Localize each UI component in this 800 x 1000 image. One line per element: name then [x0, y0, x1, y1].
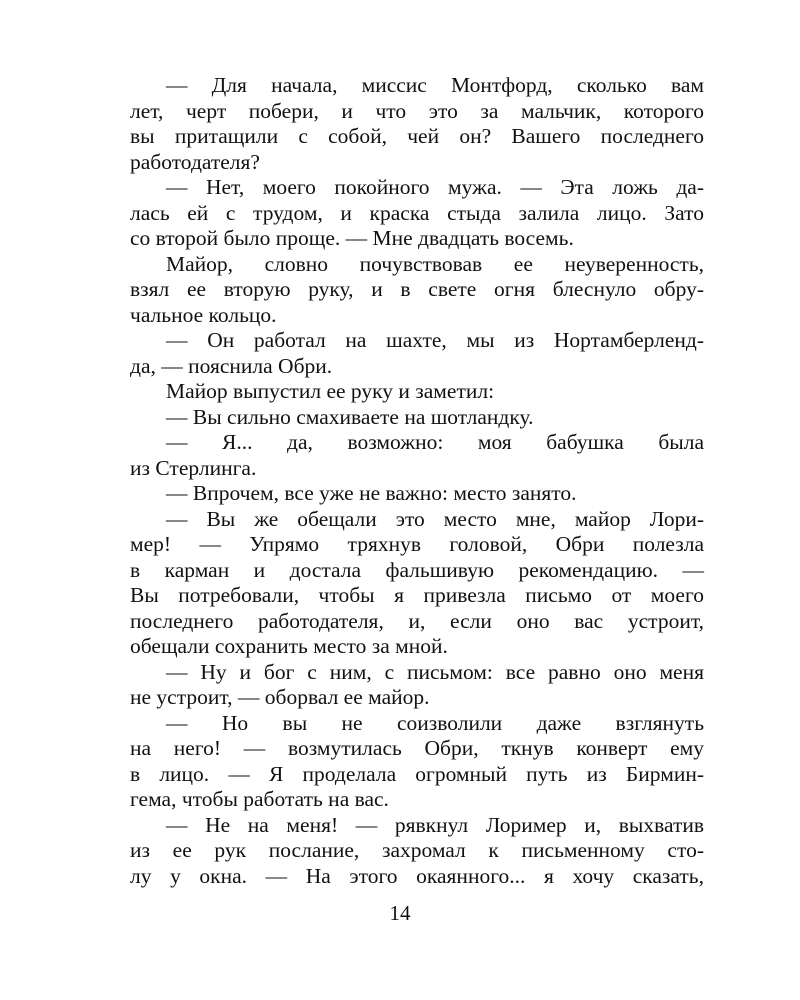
text-line: последнего работодателя, и, если оно вас устроит, — [130, 608, 704, 633]
text-line: обещали сохранить место за мной. — [130, 634, 448, 658]
text-line: — Впрочем, все уже не важно: место занято. — [166, 481, 577, 505]
text-line: из Стерлинга. — [130, 455, 257, 480]
text-line: работодателя? — [130, 149, 260, 174]
text-line: Вы потребовали, чтобы я привезла письмо от моего — [130, 583, 704, 607]
text-line: — Нет, моего покойного мужа. — Эта ложь да- — [166, 175, 704, 199]
text-line: лет, черт побери, и что это за мальчик, которого — [130, 98, 704, 123]
text-line: — Он работал на шахте, мы из Нортамберленд- — [166, 328, 704, 352]
text-line: Майор, словно почувствовав ее неуверенность, — [166, 251, 704, 276]
text-line: Майор выпустил ее руку и заметил: — [166, 379, 495, 403]
text-line: чальное кольцо. — [130, 302, 277, 327]
text-line: — Ну и бог с ним, с письмом: все равно оно меня — [166, 659, 704, 684]
body-text — [130, 73, 704, 889]
text-line: не устроит, — оборвал ее майор. — [130, 685, 430, 709]
text-line: лась ей с трудом, и краска стыда залила лицо. Зато — [130, 200, 704, 225]
text-line: вы притащили с собой, чей он? Вашего последнего — [130, 124, 704, 148]
text-line: на него! — возмутилась Обри, ткнув конверт ему — [130, 736, 704, 760]
page-number: 14 — [389, 901, 411, 925]
text-line: в лицо. — Я проделала огромный путь из Бирмин- — [130, 761, 704, 786]
text-line: гема, чтобы работать на вас. — [130, 787, 389, 811]
text-line: со второй было проще. — Мне двадцать восемь. — [130, 226, 574, 250]
text-line: взял ее вторую руку, и в свете огня блеснуло обру- — [130, 277, 704, 301]
text-line: в карман и достала фальшивую рекомендацию. — — [130, 557, 704, 582]
text-line: — Не на меня! — рявкнул Лоример и, выхватив — [166, 812, 704, 837]
text-line: лу у окна. — На этого окаянного... я хочу сказать, — [130, 863, 704, 888]
text-line: из ее рук послание, захромал к письменному сто- — [130, 838, 704, 862]
text-line: — Но вы не соизволили даже взглянуть — [166, 710, 704, 735]
text-line: да, — пояснила Обри. — [130, 353, 333, 378]
text-line: — Вы сильно смахиваете на шотландку. — [166, 404, 534, 429]
text-line: — Вы же обещали это место мне, майор Лори- — [166, 506, 704, 531]
text-line: — Для начала, миссис Монтфорд, сколько вам — [166, 73, 704, 97]
text-line: мер! — Упрямо тряхнув головой, Обри полезла — [130, 532, 704, 556]
text-line: — Я... да, возможно: моя бабушка была — [166, 430, 704, 454]
